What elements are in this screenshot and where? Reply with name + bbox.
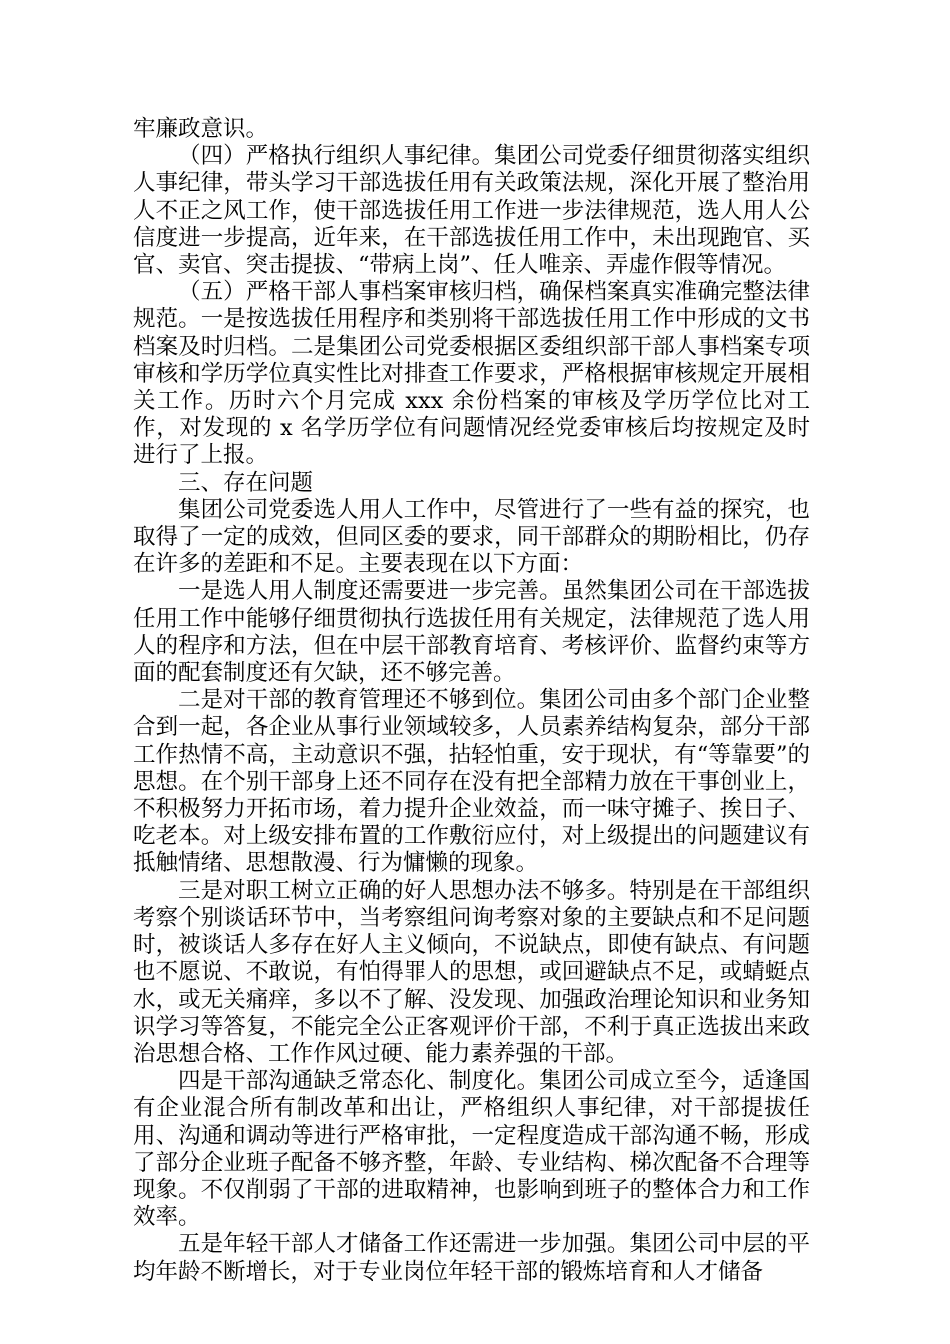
- paragraph-continuation: 牢廉政意识。: [133, 116, 269, 142]
- paragraph-problem-two: 二是对干部的教育管理还不够到位。集团公司由多个部门企业整合到一起，各企业从事行业领域较多，人员素养结构复杂，部分干部工作热情不高，主动意识不强，拈轻怕重，安于现状，有“等靠要”的思想。在个别干部身上还不同存在没有把全部精力放在干事创业上，不积极努力开拓市场，着力提升企业效益，而一味守摊子、挨日子、吃老本。对上级安排布置的工作敷衍应付，对上级提出的问题建议有抵触情绪、思想散漫、行为慵懒的现象。: [133, 687, 810, 877]
- document-page: [133, 116, 810, 1286]
- paragraph-section-five: （五）严格干部人事档案审核归档，确保档案真实准确完整法律规范。一是按选拔任用程序和类别将干部选拔任用工作中形成的文书档案及时归档。二是集团公司党委根据区委组织部干部人事档案专项审核和学历学位真实性比对排查工作要求，严格根据审核规定开展相关工作。历时六个月完成 xxx 余份档案的审核及学历学位比对工作，对发现的 x 名学历学位有问题情况经党委审核后均按规定及时进行了上报。: [133, 279, 810, 469]
- paragraph-section-four: （四）严格执行组织人事纪律。集团公司党委仔细贯彻落实组织人事纪律，带头学习干部选拔任用有关政策法规，深化开展了整治用人不正之风工作，使干部选拔任用工作进一步法律规范，选人用人公信度进一步提高，近年来，在干部选拔任用工作中，未出现跑官、买官、卖官、突击提拔、“带病上岗”、任人唯亲、弄虚作假等情况。: [133, 143, 810, 279]
- section-heading-problems: 三、存在问题: [178, 469, 314, 496]
- paragraph-problem-three: 三是对职工树立正确的好人思想办法不够多。特别是在干部组织考察个别谈话环节中，当考察组问询考察对象的主要缺点和不足问题时，被谈话人多存在好人主义倾向，不说缺点，即使有缺点、有问题也不愿说、不敢说，有怕得罪人的思想，或回避缺点不足，或蜻蜓点水，或无关痛痒，多以不了解、没发现、加强政治理论知识和业务知识学习等答复，不能完全公正客观评价干部，不利于真正选拔出来政治思想合格、工作作风过硬、能力素养强的干部。: [133, 877, 810, 1067]
- paragraph-problem-five: 五是年轻干部人才储备工作还需进一步加强。集团公司中层的平均年龄不断增长，对于专业岗位年轻干部的锻炼培育和人才储备: [133, 1231, 810, 1285]
- paragraph-problem-four: 四是干部沟通缺乏常态化、制度化。集团公司成立至今，适逢国有企业混合所有制改革和出让，严格组织人事纪律，对干部提拔任用、沟通和调动等进行严格审批，一定程度造成干部沟通不畅，形成了部分企业班子配备不够齐整，年龄、专业结构、梯次配备不合理等现象。不仅削弱了干部的进取精神，也影响到班子的整体合力和工作效率。: [133, 1068, 810, 1231]
- paragraph-problems-intro: 集团公司党委选人用人工作中，尽管进行了一些有益的探究，也取得了一定的成效，但同区委的要求，同干部群众的期盼相比，仍存在许多的差距和不足。主要表现在以下方面：: [133, 496, 810, 578]
- paragraph-problem-one: 一是选人用人制度还需要进一步完善。虽然集团公司在干部选拔任用工作中能够仔细贯彻执行选拔任用有关规定，法律规范了选人用人的程序和方法，但在中层干部教育培育、考核评价、监督约束等方面的配套制度还有欠缺，还不够完善。: [133, 578, 810, 687]
